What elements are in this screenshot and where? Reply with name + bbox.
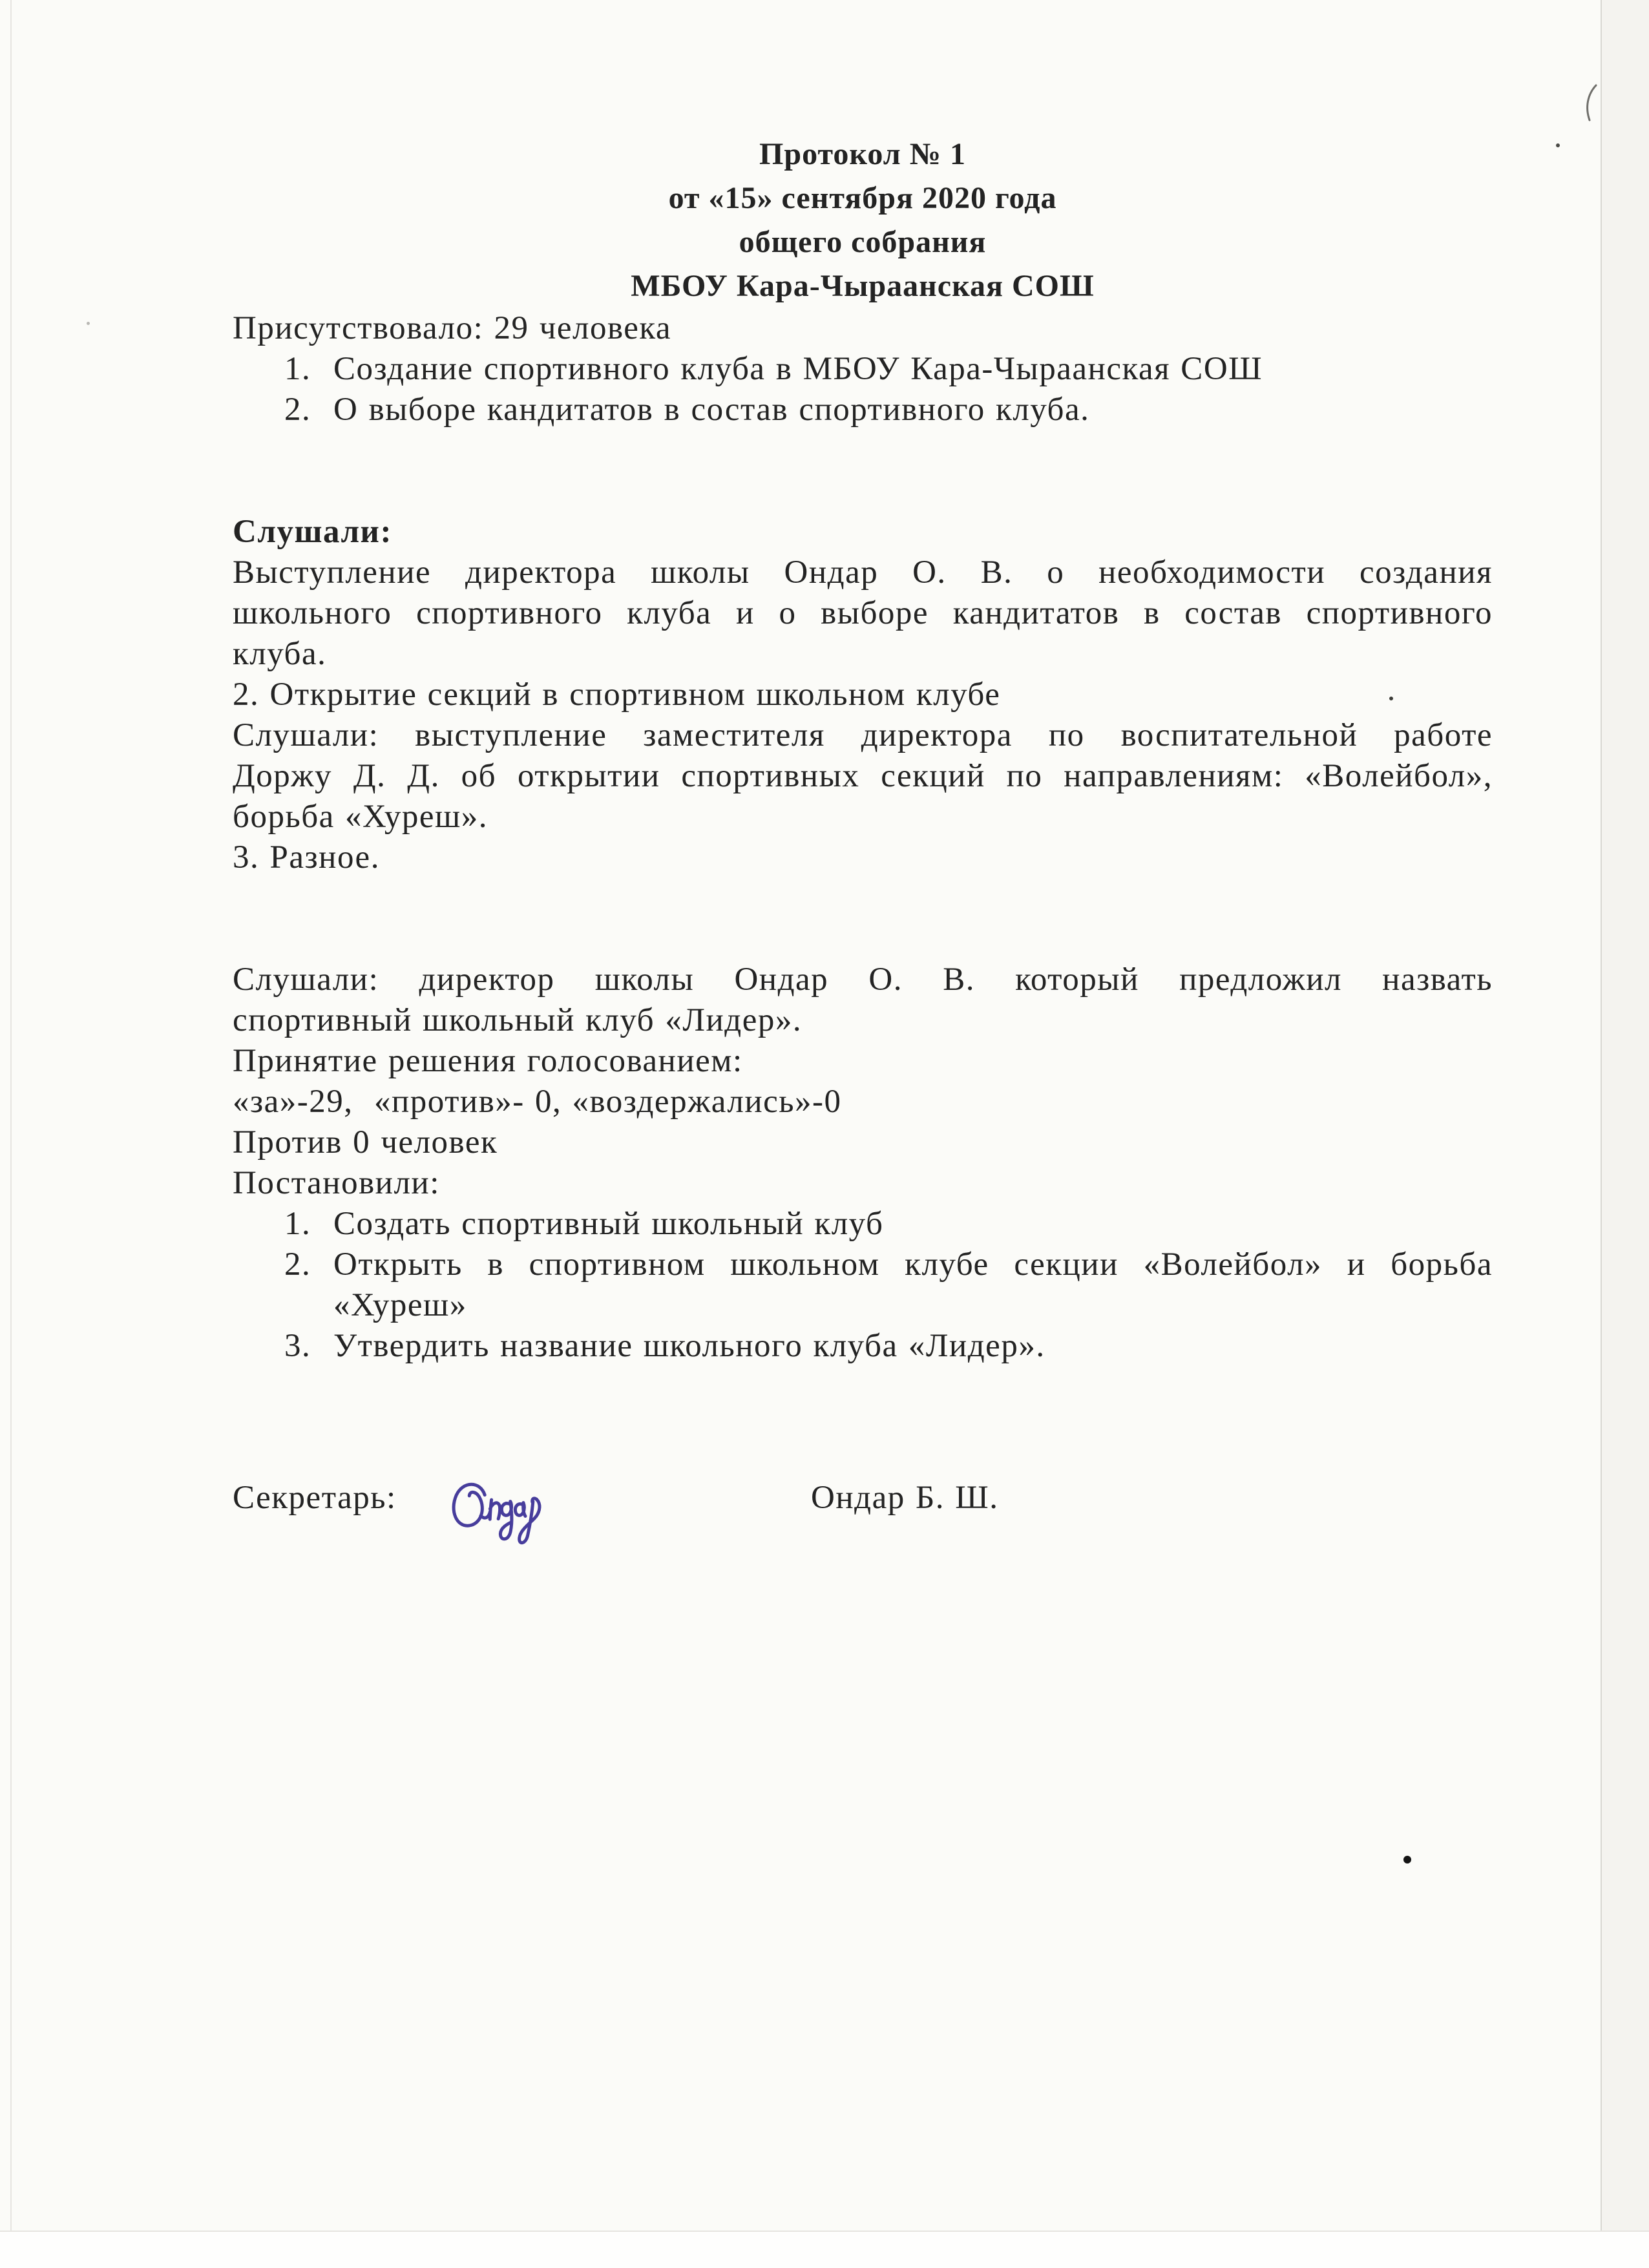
scan-right-edge — [1601, 0, 1649, 2268]
scan-left-edge-line — [10, 0, 12, 2231]
voting-against-line: Против 0 человек — [233, 1124, 498, 1160]
heard-heading: Слушали: — [233, 514, 392, 550]
paper-speck — [87, 322, 90, 325]
resolutions-list — [233, 1204, 1493, 1367]
voting-block — [233, 1041, 1493, 1163]
paragraph-line: борьба «Хуреш». — [233, 799, 488, 835]
resolution-line: Создать спортивный школьный клуб — [333, 1206, 884, 1242]
resolution-line: Утвердить название школьного клуба «Лидер». — [333, 1328, 1045, 1364]
paragraph-line: Слушали: директор школы Ондар О. В. который предложил назвать — [233, 961, 1493, 998]
resolution-item — [284, 1244, 1493, 1326]
title-line-school-name: МБОУ Кара-Чыраанская СОШ — [631, 269, 1095, 303]
blank-gap — [233, 430, 1493, 512]
handwritten-signature — [445, 1464, 592, 1568]
resolution-item — [284, 1326, 1493, 1367]
title-line-protocol-number: Протокол № 1 — [759, 137, 966, 171]
paragraph-line: клуба. — [233, 636, 327, 672]
blank-gap — [233, 1367, 1493, 1478]
signature-stroke — [452, 1481, 541, 1546]
voting-results-line: «за»-29, «против»- 0, «воздержались»-0 — [233, 1084, 842, 1120]
paragraph-club-name — [233, 960, 1493, 1041]
point2-heading: 2. Открытие секций в спортивном школьном клубе — [233, 677, 1001, 713]
resolution-item-number: 3. — [284, 1328, 311, 1364]
signature-row — [233, 1478, 1493, 1581]
ink-speck — [1556, 143, 1560, 147]
resolution-line: Открыть в спортивном школьном клубе секции «Волейбол» и борьба — [333, 1246, 1493, 1283]
agenda-item-text: О выборе кандитатов в состав спортивного клуба. — [333, 392, 1090, 428]
ink-speck — [1403, 1856, 1411, 1864]
agenda-list — [233, 349, 1493, 430]
paragraph-line: спортивный школьный клуб «Лидер». — [233, 1002, 803, 1038]
pen-stray-mark — [1577, 83, 1602, 123]
paragraph-deputy-speech — [233, 715, 1493, 837]
paragraph-line: Слушали: выступление заместителя директора по воспитательной работе — [233, 717, 1493, 753]
resolved-heading: Постановили: — [233, 1165, 440, 1201]
paragraph-director-speech — [233, 552, 1493, 675]
resolution-item-number: 2. — [284, 1246, 311, 1283]
paragraph-line: Выступление директора школы Ондар О. В. о необходимости создания — [233, 554, 1493, 591]
voting-line: Принятие решения голосованием: — [233, 1043, 743, 1079]
title-line-date: от «15» сентября 2020 года — [668, 181, 1057, 215]
agenda-item-text: Создание спортивного клуба в МБОУ Кара-Чыраанская СОШ — [333, 351, 1263, 387]
paragraph-line: школьного спортивного клуба и о выборе кандитатов в состав спортивного — [233, 595, 1493, 631]
resolution-line: «Хуреш» — [333, 1287, 467, 1323]
agenda-item — [284, 390, 1493, 430]
attendance-line: Присутствовало: 29 человека — [233, 310, 672, 346]
agenda-item-number: 2. — [284, 392, 311, 428]
agenda-item — [284, 349, 1493, 390]
blank-gap — [233, 878, 1493, 960]
resolution-item — [284, 1204, 1493, 1244]
document-title — [233, 132, 1493, 308]
agenda-item-number: 1. — [284, 351, 311, 387]
title-line-meeting-type: общего собрания — [739, 225, 987, 259]
scan-bottom-edge — [0, 2231, 1649, 2268]
secretary-label: Секретарь: — [233, 1480, 397, 1516]
paragraph-line: Доржу Д. Д. об открытии спортивных секций по направлениям: «Волейбол», — [233, 758, 1493, 794]
document-body — [233, 132, 1493, 1581]
resolution-item-number: 1. — [284, 1206, 311, 1242]
secretary-name: Ондар Б. Ш. — [811, 1480, 999, 1516]
point3-heading: 3. Разное. — [233, 839, 380, 876]
